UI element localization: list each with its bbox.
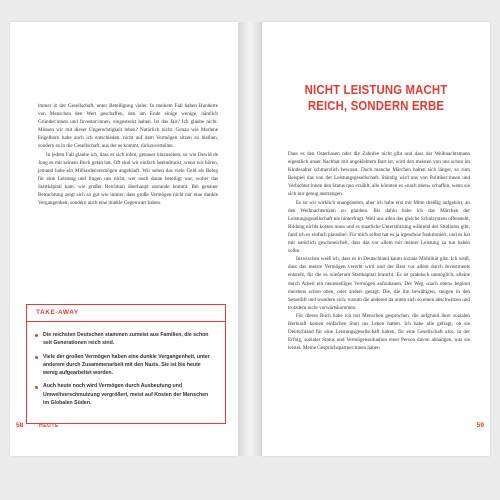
bullet-icon [35, 386, 38, 389]
takeaway-item-text: Die reichsten Deutschen stammen zumeist aus Familien, die schon seit Generationen reich sind. [43, 332, 209, 347]
takeaway-box [26, 304, 226, 424]
bullet-icon [35, 356, 38, 359]
right-body-text [288, 150, 470, 352]
left-body-text [38, 102, 218, 207]
running-head: HEUTE [39, 423, 59, 429]
book-spine [238, 22, 262, 456]
right-page [262, 22, 490, 456]
takeaway-title: TAKE-AWAY [36, 309, 79, 316]
page-number: 59 [476, 422, 484, 429]
paragraph: In jedem Fall glaube ich, dass es sich lohnt, genauer hinzusehen, so wie Dewid de Jong es mit seinem Buch getan hat. Oft sind wir einfach beeindruckt, wenn wir hören, jemand habe ein Milliardenvermögen angehäuft. Wir sehen das viele Geld als Beleg für eine Leistung und fragen uns nicht, wer noch daran beteiligt war, woher das Startkapital kam, wie großer Reichtum überhaupt zustande kommt. Bei genauer Betrachtung zeigt sich so gut wie immer, dass große Vermögen nicht nur eine dunkle Vergangenheit, sondern auch eine dunkle Gegenwart haben. [38, 151, 218, 207]
paragraph: Für dieses Buch habe ich mit Menschen gesprochen, die aufgrund ihrer sozialen Herkunft keinen einfachen Start ins Leben hatten. Ich habe alle gefragt, ob sie Deutschland für eine Leistungsgesellschaft halten, für eine Gesellschaft also, in der Erfolg, sozialer Status und Vermögenssituation einer Person davon abhängen, was sie leistet. Meine Gesprächspartner:innen haben [288, 312, 470, 352]
chapter-title: NICHT LEISTUNG MACHT REICH, SONDERN ERBE [304, 82, 448, 113]
paragraph: immer in der Gesellschaft, unter Beteiligung vieler. In meinem Fall haben Hunderte von Menschen den Wert geschaffen, den am Ende einige wenige, nämlich Gründer:innen und Investor:innen, eingesteckt haben. Ist das fair? Ich glaube nicht. Müssen wir mit dieser Ungerechtigkeit leben? Natürlich nicht. Genau wie Marlene Engelhorn habe auch ich entschieden, nicht auf dem Vermögen sitzen zu bleiben, sondern es in die Gesellschaft, aus der es kommt, rückzuverteilen. [38, 103, 218, 150]
paragraph: Dass es den Osterhasen oder die Zahnfee nicht gibt und dass der Weihnachtsmann eigentlich unser Nachbar mit angeklebtem Bart ist, wird den meisten von uns schon im Kindesalter schmerzlich bewusst. Doch manche Märchen halten sich länger, so zum Beispiel das von der Leistungsgesellschaft. Ständig wird uns von Politiker:innen und Verbichter:innen den Status quo erzählt, alle könnten es »nach oben« schaffen, wenn sie sich nur genug anstrengen. [288, 151, 470, 198]
paragraph: Inzwischen weiß ich, dass es in Deutschland kaum soziale Mobilität gibt. Ich weiß, dass das meiste Vermögen vererbt wird und der Rest vor allem durch Investments entsteht, für die es wiederum Startkapital braucht. Es ist praktisch unmöglich, alleine durch Arbeit ein neunstelliges Vermögen aufzubauen. Der Weg »nach oben« beginnt meistens schon oben, oder anders gesagt: Die, die ihn bewältigen, steigen in den Sessellift und wundern sich, warum die anderen da unten sich so einen abschwitzen und trotzdem nicht vorwärtskommen. [288, 256, 470, 311]
takeaway-item-text: Auch heute noch wird Vermögen durch Ausbeutung und Umweltverschmutzung vergrößert, meist auf Kosten der Menschen im Globalen Süden. [43, 383, 209, 407]
bullet-icon [35, 334, 38, 337]
page-number: 58 [16, 422, 24, 429]
takeaway-item [35, 353, 213, 378]
takeaway-list [35, 331, 213, 412]
takeaway-item [35, 382, 213, 407]
paragraph: Es ist wir wirklich unangenehm, aber ich habe erst mit Mitte dreißig aufgehört, an den Weihnachtsmann zu glauben. Bis dahin habe ich das Märchen der Leistungsgesellschaft nie hinterfragt. Weil uns allen das gleiche Schulsystem offensteht, Bildung nichts kosten muss und es staatliche Unterstützung während des Studiums gibt, fand ich es einfach plausibel. Für mich selbst hat es ja irgendwie funktioniert, und es hat mir natürlich geschmeichelt, dass das vor allem mit meiner Leistung zu tun haben sollte. [288, 199, 470, 255]
takeaway-item-text: Viele der großen Vermögen haben eine dunkle Vergangenheit, unter anderem durch Zusammenarbeit mit den Nazis. Sie ist bis heute wenig aufgearbeitet worden. [43, 353, 210, 377]
takeaway-item [35, 331, 213, 348]
left-page [10, 22, 238, 456]
takeaway-divider [27, 321, 225, 322]
